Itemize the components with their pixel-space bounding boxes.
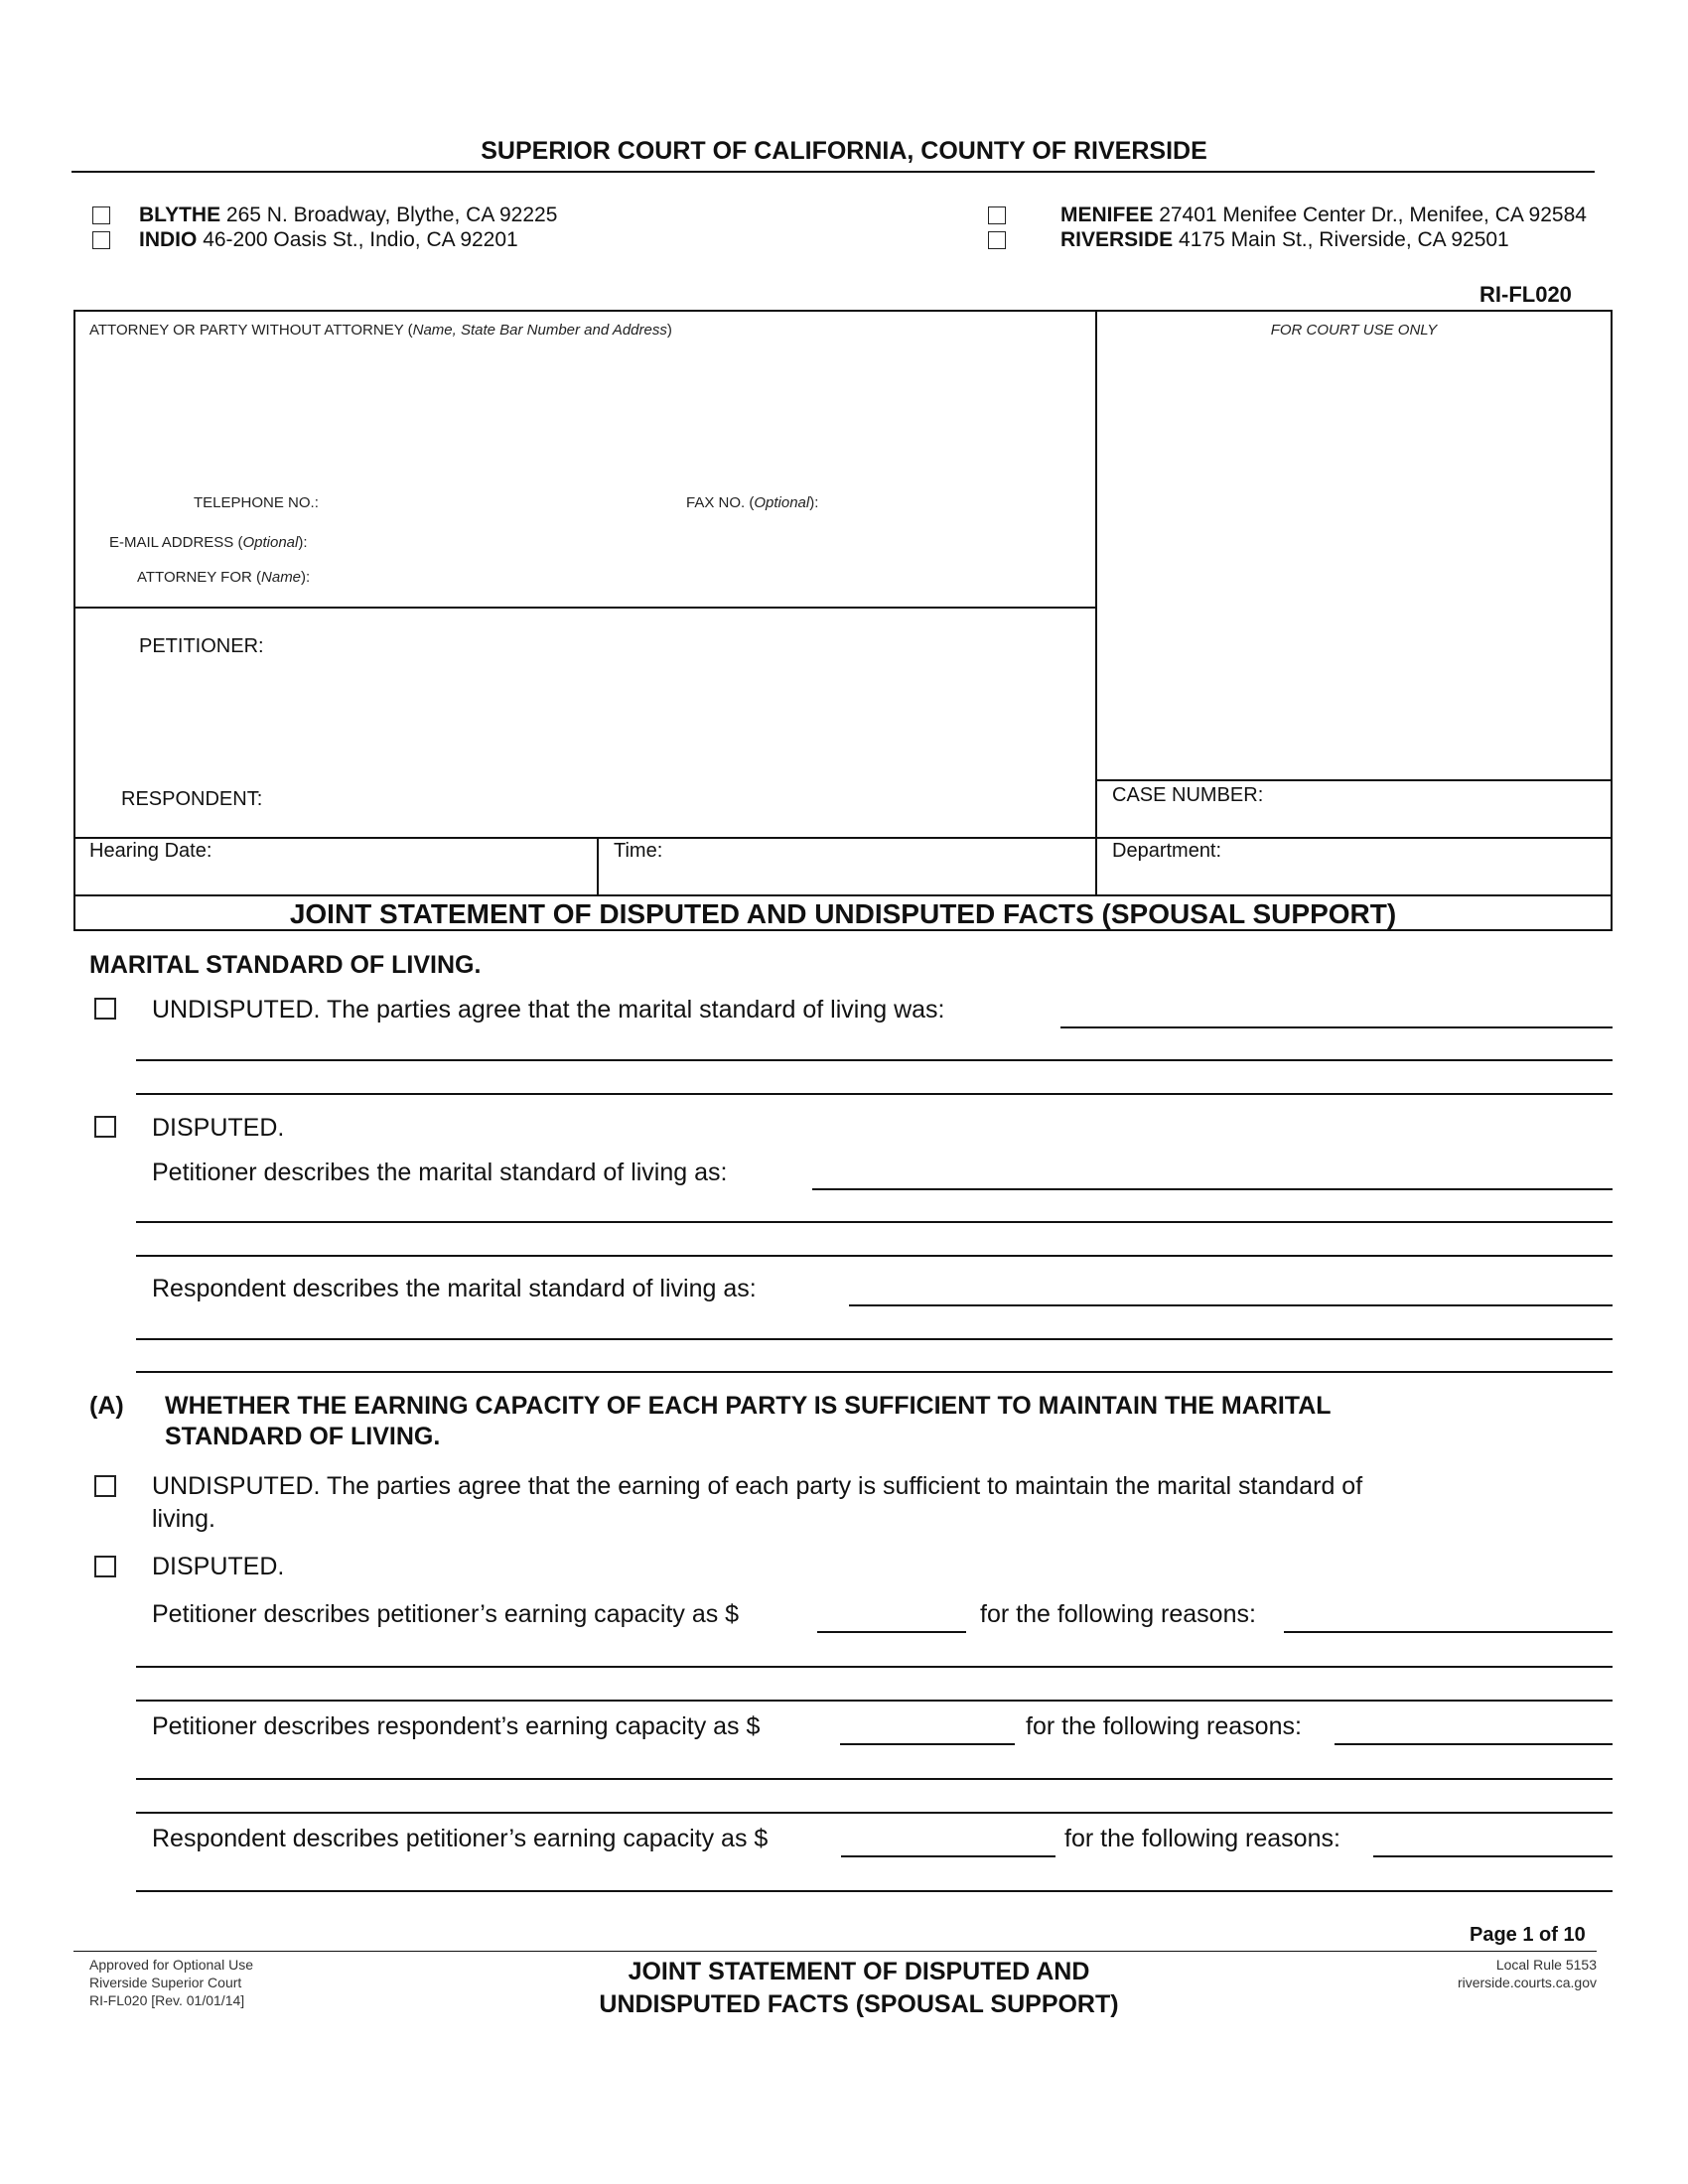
sa-pet-resp-line-2[interactable] [136, 1778, 1613, 1780]
caption-divider [1095, 310, 1097, 895]
section-a-heading-2: STANDARD OF LIVING. [165, 1423, 441, 1450]
s1-respondent-line-3[interactable] [136, 1371, 1613, 1373]
menifee-checkbox[interactable] [988, 206, 1006, 224]
s1-disputed-text: DISPUTED. [152, 1114, 285, 1142]
hearing-date-label: Hearing Date: [89, 840, 212, 862]
telephone-label: TELEPHONE NO.: [194, 494, 319, 511]
attorney-for-close: ): [301, 569, 311, 586]
attorney-label [89, 322, 672, 339]
blythe-checkbox[interactable] [92, 206, 110, 224]
s1-petitioner-line-2[interactable] [136, 1221, 1613, 1223]
sa-undisputed-line-1: UNDISPUTED. The parties agree that the earning of each party is sufficient to maintain the marital standard of [152, 1472, 1363, 1500]
sa-resp-pet-reason-field[interactable] [1373, 1855, 1613, 1857]
sa-pet-pet-line-2[interactable] [136, 1666, 1613, 1668]
court-address: 27401 Menifee Center Dr., Menifee, CA 92584 [1159, 204, 1587, 226]
footer-title [0, 1956, 1688, 2021]
sa-undisputed-checkbox[interactable] [94, 1475, 116, 1497]
indio-checkbox[interactable] [92, 231, 110, 249]
court-name: MENIFEE [1060, 204, 1154, 226]
s1-undisputed-line-2[interactable] [136, 1059, 1613, 1061]
hearing-divider [597, 837, 599, 895]
s1-disputed-checkbox[interactable] [94, 1116, 116, 1138]
sa-resp-pet-reasons: for the following reasons: [1064, 1825, 1340, 1852]
marital-standard-heading: MARITAL STANDARD OF LIVING. [89, 951, 482, 979]
petitioner-label: PETITIONER: [139, 635, 264, 657]
fax-label [686, 494, 818, 511]
sa-pet-resp-amount[interactable] [840, 1743, 1015, 1745]
form-title: JOINT STATEMENT OF DISPUTED AND UNDISPUTED FACTS (SPOUSAL SUPPORT) [289, 898, 1397, 929]
email-label-hint: Optional [242, 534, 299, 551]
footer-title-2: UNDISPUTED FACTS (SPOUSAL SUPPORT) [599, 1990, 1119, 2018]
court-address: 46-200 Oasis St., Indio, CA 92201 [203, 228, 518, 251]
s1-undisputed-line-3[interactable] [136, 1093, 1613, 1095]
s1-respondent-line-2[interactable] [136, 1338, 1613, 1340]
email-label [109, 534, 308, 551]
sa-pet-resp-reasons: for the following reasons: [1026, 1712, 1302, 1740]
footer-rule [73, 1951, 1597, 1952]
footer-title-1: JOINT STATEMENT OF DISPUTED AND [628, 1958, 1090, 1985]
footer-site: riverside.courts.ca.gov [1457, 1975, 1597, 1990]
footer-approved: Approved for Optional Use [89, 1957, 253, 1973]
attorney-for-text: ATTORNEY FOR ( [137, 569, 262, 586]
attorney-label-close: ) [666, 322, 672, 339]
sa-pet-resp-line-3[interactable] [136, 1812, 1613, 1814]
section-a-heading-1: WHETHER THE EARNING CAPACITY OF EACH PARTY IS SUFFICIENT TO MAINTAIN THE MARITAL [165, 1392, 1332, 1420]
sa-pet-resp-reason-field[interactable] [1335, 1743, 1613, 1745]
fax-label-close: ): [809, 494, 819, 511]
header-rule [71, 171, 1595, 173]
case-number-label: CASE NUMBER: [1112, 784, 1264, 806]
court-address: 265 N. Broadway, Blythe, CA 92225 [225, 204, 558, 226]
sa-disputed-checkbox[interactable] [94, 1556, 116, 1577]
menifee-location [1060, 204, 1587, 227]
attorney-for-hint: Name [261, 569, 302, 586]
sa-resp-pet-amount[interactable] [841, 1855, 1055, 1857]
sa-undisputed-line-2: living. [152, 1505, 215, 1533]
blythe-location [139, 204, 557, 227]
time-label: Time: [614, 840, 663, 862]
riverside-location [1060, 228, 1509, 252]
section-a-letter: (A) [89, 1392, 124, 1420]
sa-pet-pet-reason-field[interactable] [1284, 1631, 1613, 1633]
s1-undisputed-text: UNDISPUTED. The parties agree that the marital standard of living was: [152, 996, 945, 1024]
sa-pet-resp-desc: Petitioner describes respondent’s earning capacity as $ [152, 1712, 761, 1740]
s1-respondent-field[interactable] [849, 1304, 1613, 1306]
court-name: INDIO [139, 228, 198, 251]
attorney-label-text: ATTORNEY OR PARTY WITHOUT ATTORNEY ( [89, 322, 413, 339]
sa-pet-pet-line-3[interactable] [136, 1700, 1613, 1702]
s1-petitioner-line-3[interactable] [136, 1255, 1613, 1257]
s1-undisputed-field[interactable] [1060, 1026, 1613, 1028]
sa-resp-pet-desc: Respondent describes petitioner’s earning capacity as $ [152, 1825, 769, 1852]
sa-pet-pet-reasons: for the following reasons: [980, 1600, 1256, 1628]
title-row-top [73, 894, 1613, 896]
sa-pet-pet-amount[interactable] [817, 1631, 966, 1633]
sa-disputed-text: DISPUTED. [152, 1553, 285, 1580]
case-number-rule [1095, 779, 1613, 781]
attorney-label-hint: Name, State Bar Number and Address [412, 322, 667, 339]
email-label-close: ): [298, 534, 308, 551]
s1-undisputed-checkbox[interactable] [94, 998, 116, 1020]
hearing-row-top [73, 837, 1613, 839]
footer-court: Riverside Superior Court [89, 1975, 242, 1990]
s1-petitioner-field[interactable] [812, 1188, 1613, 1190]
page-number: Page 1 of 10 [1470, 1924, 1586, 1946]
footer-rev: RI-FL020 [Rev. 01/01/14] [89, 1992, 245, 2008]
court-name: RIVERSIDE [1060, 228, 1174, 251]
sa-pet-pet-desc: Petitioner describes petitioner’s earning capacity as $ [152, 1600, 740, 1628]
email-label-text: E-MAIL ADDRESS ( [109, 534, 243, 551]
s1-petitioner-desc: Petitioner describes the marital standard of living as: [152, 1159, 728, 1186]
court-address: 4175 Main St., Riverside, CA 92501 [1179, 228, 1509, 251]
riverside-checkbox[interactable] [988, 231, 1006, 249]
attorney-section-rule [73, 607, 1096, 609]
fax-label-text: FAX NO. ( [686, 494, 755, 511]
court-name: BLYTHE [139, 204, 221, 226]
s1-respondent-desc: Respondent describes the marital standard of living as: [152, 1275, 757, 1302]
court-use-label: FOR COURT USE ONLY [1270, 322, 1438, 339]
footer-rule-ref: Local Rule 5153 [1495, 1957, 1597, 1973]
court-title: SUPERIOR COURT OF CALIFORNIA, COUNTY OF RIVERSIDE [481, 137, 1207, 165]
fax-label-hint: Optional [754, 494, 810, 511]
department-label: Department: [1112, 840, 1222, 862]
footer-right [1458, 1956, 1597, 1991]
respondent-label: RESPONDENT: [121, 788, 263, 810]
attorney-for-label [137, 569, 310, 586]
indio-location [139, 228, 518, 252]
form-number: RI-FL020 [1479, 282, 1572, 307]
sa-resp-pet-line-2[interactable] [136, 1890, 1613, 1892]
